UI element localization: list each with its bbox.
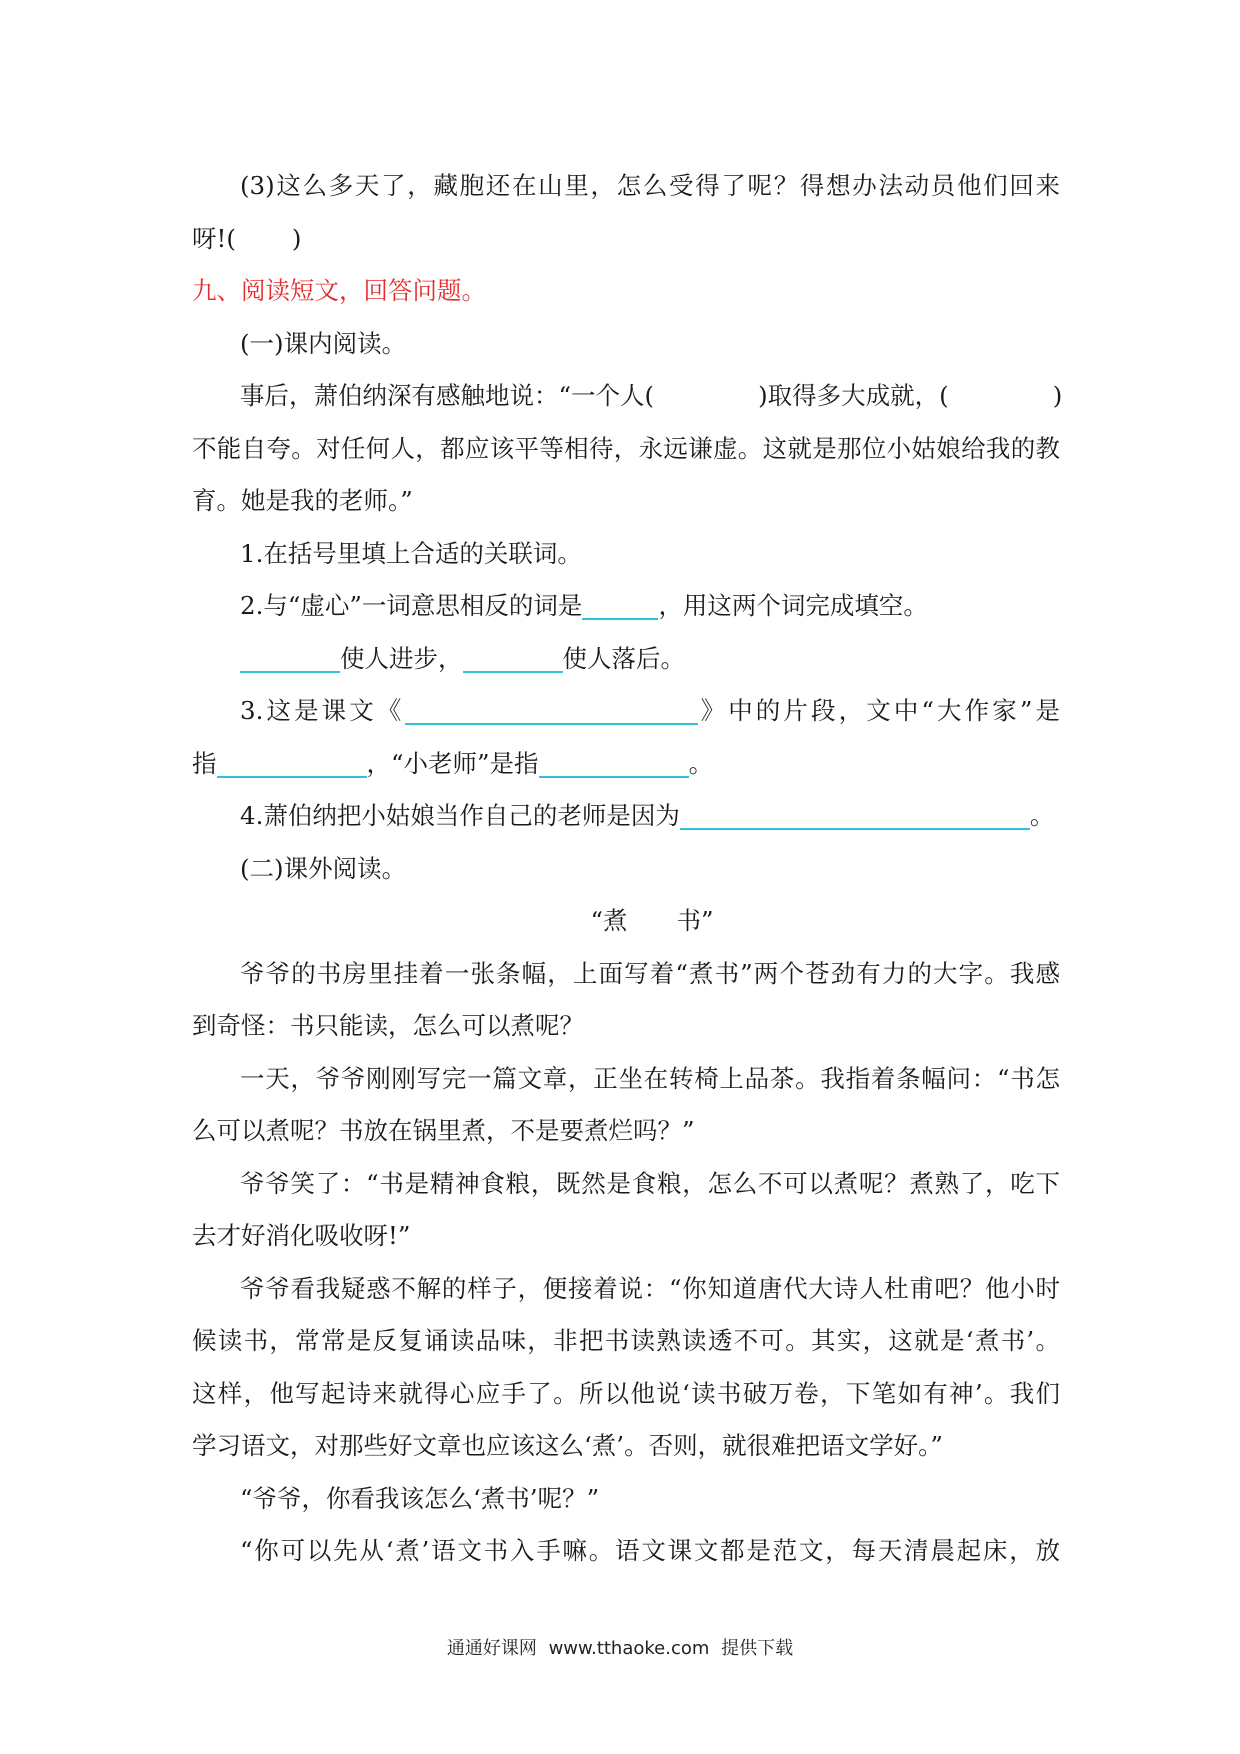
part-label <box>192 318 1060 371</box>
worksheet-body <box>192 160 1063 1578</box>
q8-item3-close-paren: ) <box>291 223 302 253</box>
story-text: 爷爷看我疑惑不解的样子，便接着说：“你知道唐代大诗人杜甫吧？他小时 <box>240 1273 1060 1303</box>
section-heading-text: 九、阅读短文，回答问题。 <box>192 276 486 305</box>
question-text: 1.在括号里填上合适的关联词。 <box>240 538 582 568</box>
story-line <box>192 1210 1060 1263</box>
passage-line <box>192 370 1063 423</box>
q8-item3-line-continued <box>192 213 1060 266</box>
q8-item3-open-text: 呀!( <box>192 223 236 253</box>
answer-blank <box>680 828 1030 830</box>
question-line-q4 <box>192 790 1060 843</box>
story-text: 一天，爷爷刚刚写完一篇文章，正坐在转椅上品茶。我指着条幅问：“书怎 <box>240 1063 1060 1093</box>
question-text: 》中的片段，文中“大作家”是 <box>697 696 1060 725</box>
question-text: 。 <box>1029 801 1055 830</box>
q8-item3-line <box>192 160 1060 213</box>
question-text: ，“小老师”是指 <box>366 748 539 778</box>
answer-paren-gap <box>236 246 292 247</box>
story-line <box>192 1420 1060 1473</box>
passage-text: 不能自夸。对任何人，都应该平等相待，永远谦虚。这就是那位小姑娘给我的教 <box>192 433 1060 463</box>
story-text: “你可以先从‘煮’语文书入手嘛。语文课文都是范文，每天清晨起床，放 <box>240 1536 1060 1565</box>
story-line <box>192 1158 1060 1211</box>
passage-text: 育。她是我的老师。” <box>192 486 413 515</box>
footer-credit: 通通好课网 www.tthaoke.com 提供下载 <box>446 1638 794 1659</box>
story-text: 这样，他写起诗来就得心应手了。所以他说‘读书破万卷，下笔如有神’。我们 <box>192 1378 1060 1408</box>
question-text: 指 <box>192 748 217 778</box>
story-line <box>192 1000 1060 1053</box>
answer-blank <box>463 671 563 673</box>
story-line <box>192 1315 1060 1368</box>
story-text: 到奇怪：书只能读，怎么可以煮呢？ <box>192 1011 584 1040</box>
question-line-q1 <box>192 528 1060 581</box>
story-text: 么可以煮呢？书放在锅里煮，不是要煮烂吗？” <box>192 1116 695 1145</box>
story-line <box>192 1525 1060 1578</box>
passage-text: )取得多大成就，( <box>758 381 949 410</box>
passage-line <box>192 475 1060 528</box>
question-text: 4.萧伯纳把小姑娘当作自己的老师是因为 <box>240 801 680 830</box>
answer-paren-gap <box>654 403 758 404</box>
answer-blank <box>582 618 658 620</box>
part1-label-text: (一)课内阅读。 <box>240 328 407 358</box>
answer-blank <box>240 671 340 673</box>
question-text: 3.这是课文《 <box>240 696 405 725</box>
answer-paren-gap <box>949 403 1053 404</box>
answer-blank <box>217 776 367 778</box>
question-text: 2.与“虚心”一词意思相反的词是 <box>240 591 583 620</box>
story-title <box>192 895 1060 948</box>
story-text: 去才好消化吸收呀!” <box>192 1221 411 1250</box>
story-line <box>192 1368 1060 1421</box>
story-line <box>192 1473 1060 1526</box>
story-line <box>192 948 1060 1001</box>
part2-label-text: (二)课外阅读。 <box>240 853 407 883</box>
question-line-q2-fill <box>192 633 1060 686</box>
question-line-q2 <box>192 580 1060 633</box>
section-heading <box>192 265 1060 318</box>
passage-text: ) <box>1052 381 1063 410</box>
story-line <box>192 1105 1060 1158</box>
passage-text: 事后，萧伯纳深有感触地说：“一个人( <box>240 381 655 410</box>
question-line-q3 <box>192 685 1060 738</box>
part-label <box>192 843 1060 896</box>
story-text: 学习语文，对那些好文章也应该这么‘煮’。否则，就很难把语文学好。” <box>192 1431 943 1460</box>
question-text: 。 <box>688 748 714 778</box>
question-text: ，用这两个词完成填空。 <box>658 591 928 620</box>
answer-blank <box>539 776 689 778</box>
passage-line <box>192 423 1060 476</box>
story-text: “爷爷，你看我该怎么‘煮书’呢？” <box>240 1483 600 1513</box>
question-line-q3-continued <box>192 738 1060 791</box>
story-text: 爷爷的书房里挂着一张条幅，上面写着“煮书”两个苍劲有力的大字。我感 <box>240 958 1060 988</box>
story-line <box>192 1053 1060 1106</box>
story-title-text: “煮 书” <box>590 906 714 935</box>
story-text: 爷爷笑了：“书是精神食粮，既然是食粮，怎么不可以煮呢？煮熟了，吃下 <box>240 1168 1060 1198</box>
q8-item3-text: (3)这么多天了，藏胞还在山里，怎么受得了呢？得想办法动员他们回来 <box>240 171 1060 200</box>
answer-blank <box>405 723 698 725</box>
question-text: 使人进步， <box>340 643 463 673</box>
question-text: 使人落后。 <box>562 643 685 673</box>
story-text: 候读书，常常是反复诵读品味，非把书读熟读透不可。其实，这就是‘煮书’。 <box>192 1326 1060 1355</box>
story-line <box>192 1263 1060 1316</box>
